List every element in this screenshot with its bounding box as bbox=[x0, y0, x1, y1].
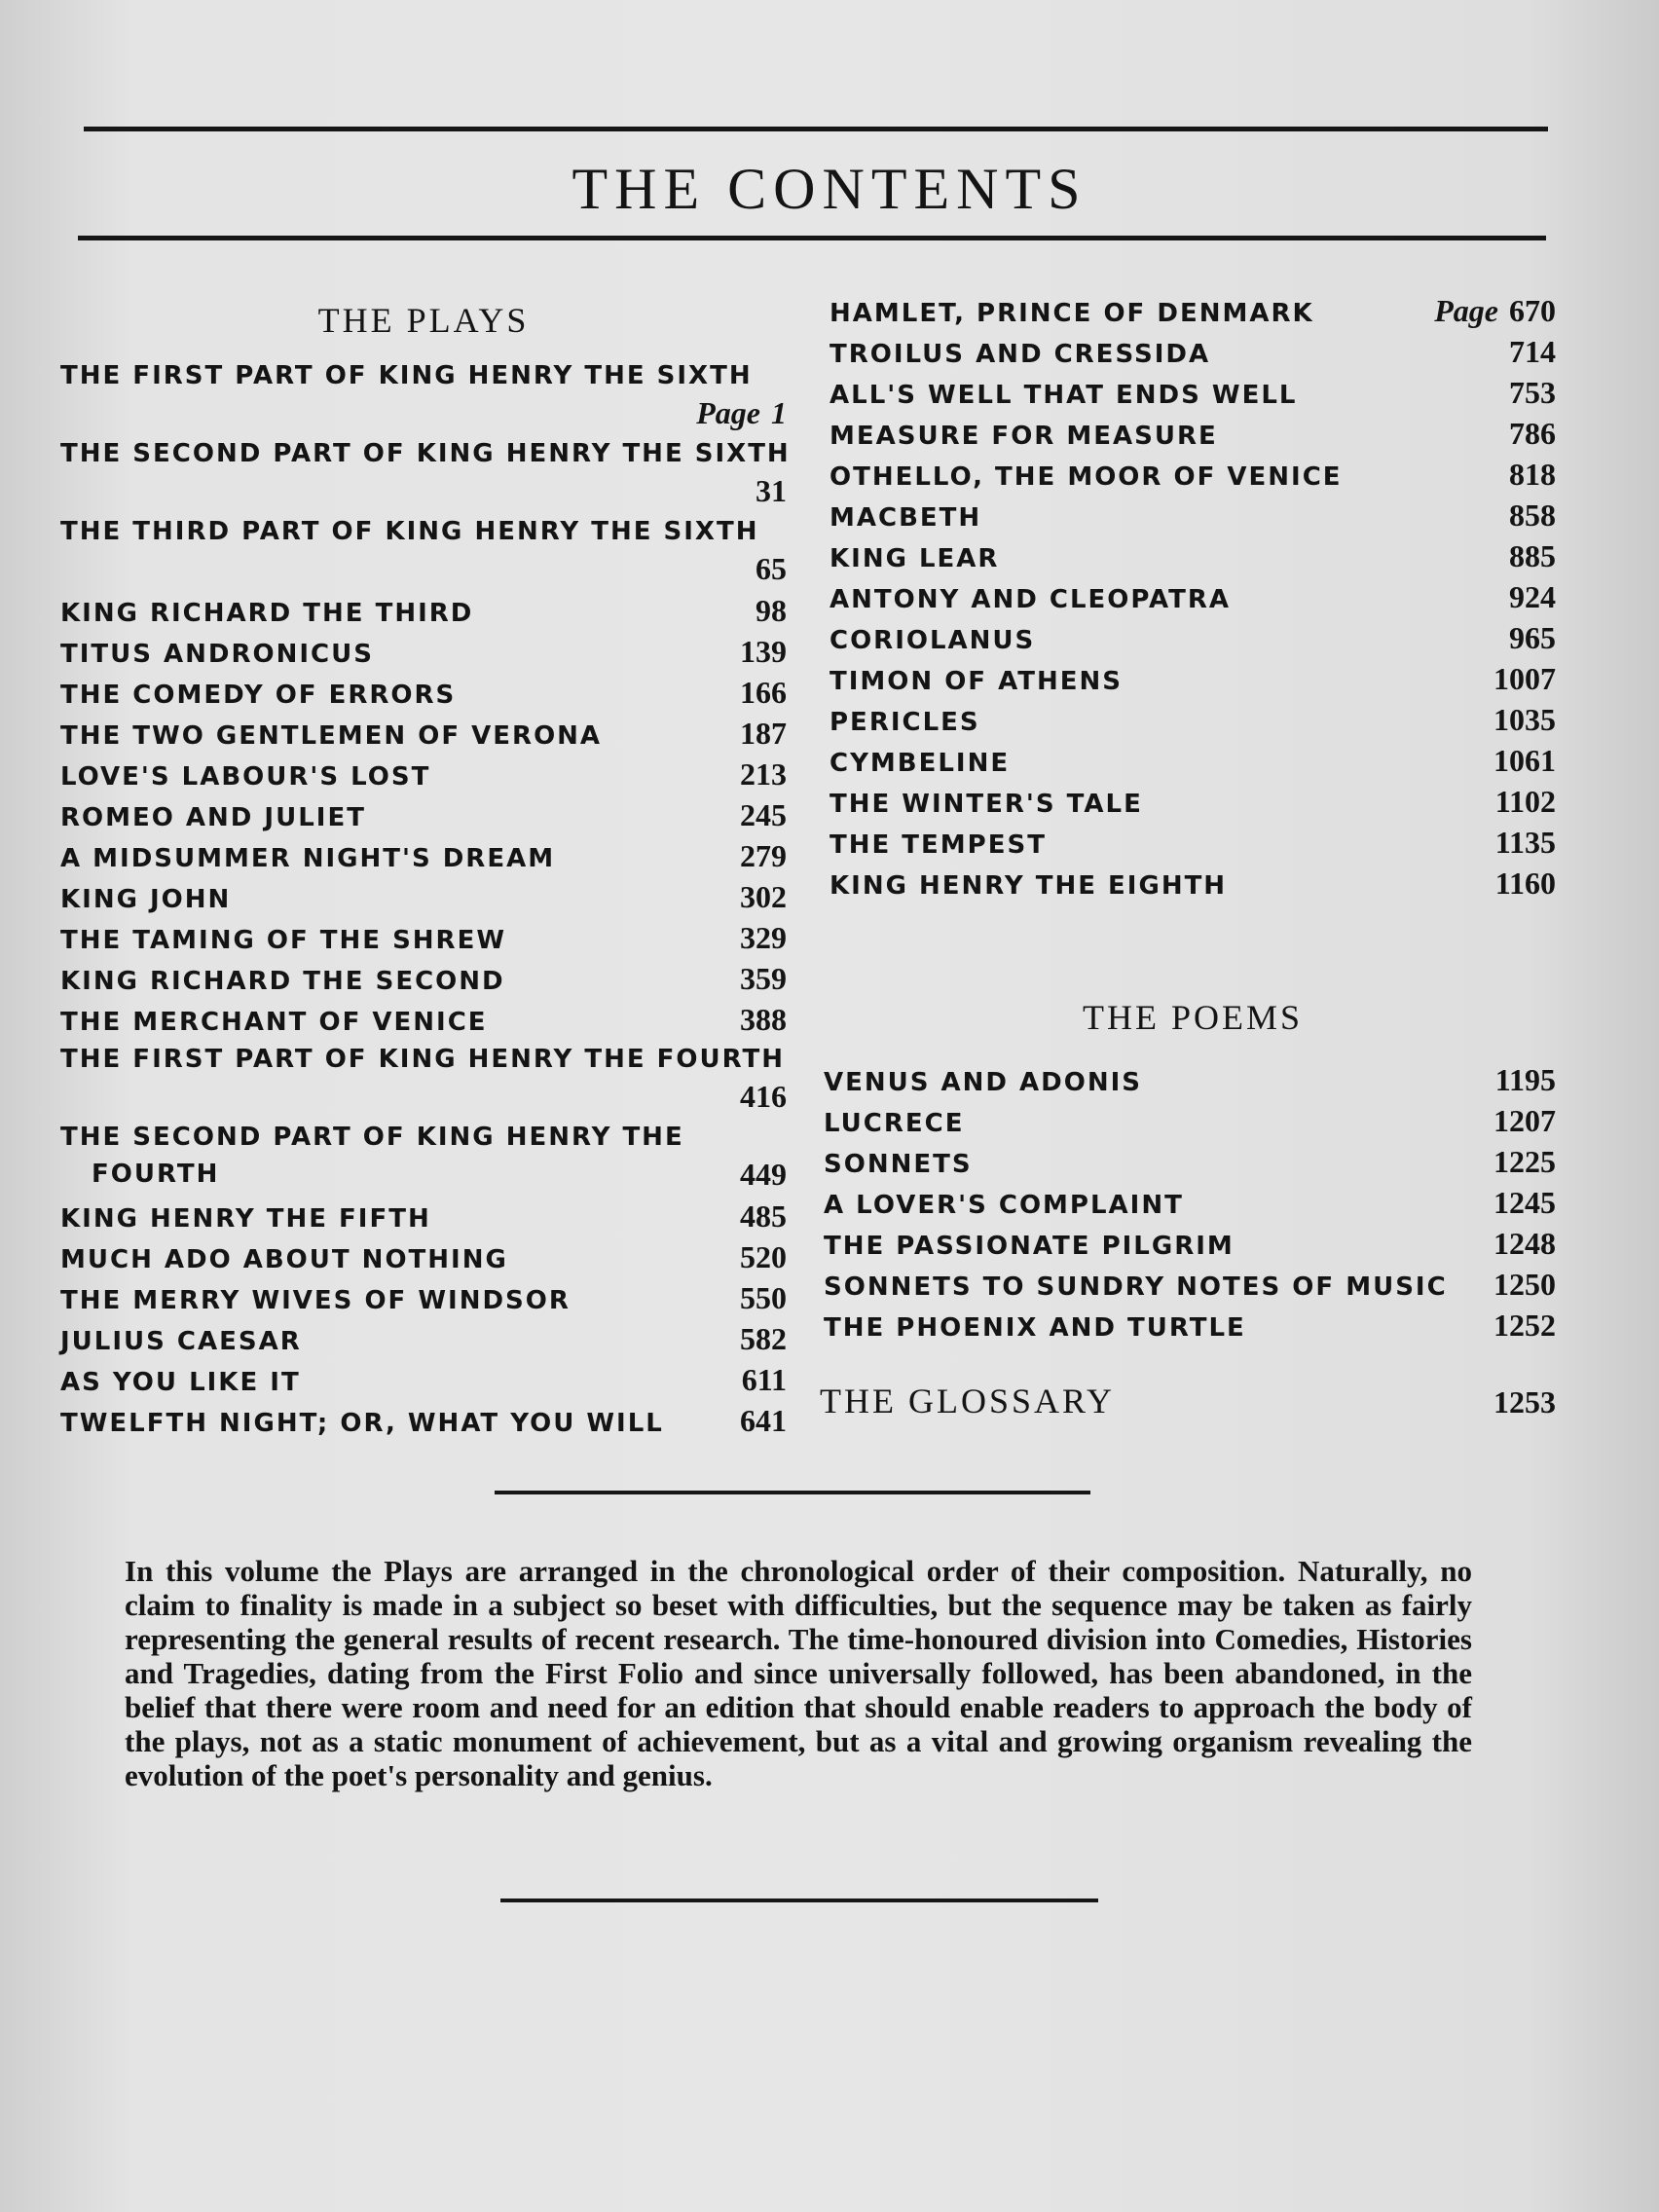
list-item[interactable] bbox=[60, 1318, 787, 1359]
entry-page-line bbox=[60, 473, 787, 508]
entry-page-line bbox=[60, 1079, 787, 1114]
page-label: Page bbox=[1434, 293, 1498, 328]
list-item[interactable] bbox=[824, 1305, 1556, 1346]
entry-title: KING JOHN bbox=[60, 885, 232, 914]
entry-page: 1245 bbox=[1493, 1185, 1556, 1220]
plays-group-a bbox=[60, 590, 787, 1040]
list-item[interactable] bbox=[60, 876, 787, 917]
entry-page: 714 bbox=[1509, 334, 1556, 369]
list-item[interactable] bbox=[60, 512, 787, 586]
entry-title: SONNETS TO SUNDRY NOTES OF MUSIC bbox=[824, 1272, 1448, 1302]
entry-title: MACBETH bbox=[830, 503, 982, 533]
list-item[interactable] bbox=[830, 576, 1556, 617]
entry-page: 1007 bbox=[1493, 661, 1556, 696]
entry-page: 65 bbox=[756, 551, 787, 586]
list-item[interactable] bbox=[824, 1100, 1556, 1141]
list-item[interactable] bbox=[830, 863, 1556, 903]
plays-list-left bbox=[60, 356, 791, 1441]
entry-title: THE SECOND PART OF KING HENRY THE bbox=[60, 1123, 684, 1152]
list-item[interactable] bbox=[824, 1141, 1556, 1182]
entry-title: A LOVER'S COMPLAINT bbox=[824, 1191, 1184, 1220]
list-item[interactable] bbox=[830, 413, 1556, 454]
entry-title: VENUS AND ADONIS bbox=[824, 1068, 1143, 1097]
entry-page: 1250 bbox=[1493, 1267, 1556, 1302]
entry-page: 1252 bbox=[1493, 1308, 1556, 1343]
entry-page: 245 bbox=[740, 797, 787, 832]
entry-title: LOVE'S LABOUR'S LOST bbox=[60, 762, 431, 792]
entry-page: 670 bbox=[1509, 293, 1556, 328]
list-item[interactable] bbox=[60, 356, 787, 430]
entry-title: THE FIRST PART OF KING HENRY THE SIXTH bbox=[60, 361, 753, 390]
entry-title: LUCRECE bbox=[824, 1109, 965, 1138]
entry-title: PERICLES bbox=[830, 708, 980, 737]
bottom-rule bbox=[500, 1899, 1098, 1902]
list-item[interactable] bbox=[60, 917, 787, 958]
list-item[interactable] bbox=[60, 713, 787, 754]
list-item[interactable] bbox=[830, 290, 1556, 331]
entry-page: 611 bbox=[741, 1362, 787, 1397]
title-rule bbox=[78, 236, 1546, 240]
entry-page-line bbox=[60, 1157, 787, 1192]
entry-page: 1102 bbox=[1494, 784, 1556, 819]
page-title: THE CONTENTS bbox=[571, 157, 1088, 221]
list-item[interactable] bbox=[60, 958, 787, 999]
list-item[interactable] bbox=[60, 1236, 787, 1277]
plays-group-b bbox=[60, 1196, 787, 1441]
entry-page: 1135 bbox=[1494, 825, 1556, 860]
entry-page: 279 bbox=[740, 838, 787, 873]
list-item[interactable] bbox=[60, 754, 787, 794]
entry-page: 1 bbox=[771, 395, 787, 430]
entry-title: KING HENRY THE EIGHTH bbox=[830, 871, 1228, 901]
entry-page: 1207 bbox=[1493, 1103, 1556, 1138]
list-item[interactable] bbox=[830, 331, 1556, 372]
entry-title: OTHELLO, THE MOOR OF VENICE bbox=[830, 462, 1343, 492]
entry-page: 1195 bbox=[1494, 1062, 1556, 1097]
entry-title: A MIDSUMMER NIGHT'S DREAM bbox=[60, 844, 556, 873]
entry-page: 858 bbox=[1509, 498, 1556, 533]
glossary-label: THE GLOSSARY bbox=[820, 1382, 1116, 1420]
entry-title: THE MERRY WIVES OF WINDSOR bbox=[60, 1286, 571, 1315]
editorial-note: In this volume the Plays are arranged in the chronological order of their composition. Naturally, no claim to finality is made in a subject so beset with difficulties, but the sequence may be taken as fairly representing the general results of recent research. The time-honoured division into Comedies, Histories and Tragedies, dating from the First Folio and since universally followed, has been abandoned, in the belief that there were room and need for an edition that should enable readers to approach the body of the plays, not as a static monument of achievement, but as a vital and growing organism revealing the evolution of the poet's personality and genius. bbox=[125, 1554, 1472, 1792]
entry-title: KING LEAR bbox=[830, 544, 1000, 573]
plays-heading: THE PLAYS bbox=[317, 301, 530, 340]
entry-page: 213 bbox=[740, 756, 787, 792]
middle-rule bbox=[495, 1491, 1090, 1494]
entry-title: CORIOLANUS bbox=[830, 626, 1036, 655]
entry-page: 582 bbox=[740, 1321, 787, 1356]
entry-title: THE PASSIONATE PILGRIM bbox=[824, 1232, 1235, 1261]
entry-title: TWELFTH NIGHT; OR, WHAT YOU WILL bbox=[60, 1409, 664, 1438]
entry-title: MEASURE FOR MEASURE bbox=[830, 422, 1218, 451]
list-item[interactable] bbox=[830, 658, 1556, 699]
list-item[interactable] bbox=[60, 1196, 787, 1236]
entry-page: 98 bbox=[756, 593, 787, 628]
list-item[interactable] bbox=[60, 1359, 787, 1400]
poems-heading: THE POEMS bbox=[1082, 998, 1304, 1037]
list-item[interactable] bbox=[830, 781, 1556, 822]
entry-page: 187 bbox=[740, 716, 787, 751]
entry-title: TITUS ANDRONICUS bbox=[60, 640, 374, 669]
list-item[interactable] bbox=[60, 1400, 787, 1441]
entry-page: 1248 bbox=[1493, 1226, 1556, 1261]
list-item[interactable] bbox=[60, 999, 787, 1040]
entry-title: THE WINTER'S TALE bbox=[830, 790, 1143, 819]
list-item[interactable] bbox=[824, 1059, 1556, 1100]
list-item[interactable] bbox=[60, 835, 787, 876]
entry-page: 302 bbox=[740, 879, 787, 914]
entry-title: CYMBELINE bbox=[830, 749, 1011, 778]
poems-list bbox=[824, 1059, 1556, 1346]
list-item[interactable] bbox=[830, 699, 1556, 740]
entry-title: THE THIRD PART OF KING HENRY THE SIXTH bbox=[60, 517, 759, 546]
entry-page: 139 bbox=[740, 634, 787, 669]
entry-title: SONNETS bbox=[824, 1150, 973, 1179]
entry-title: ALL'S WELL THAT ENDS WELL bbox=[830, 381, 1298, 410]
entry-title: THE MERCHANT OF VENICE bbox=[60, 1008, 488, 1037]
entry-page: 166 bbox=[740, 675, 787, 710]
entry-title: THE TAMING OF THE SHREW bbox=[60, 926, 507, 955]
entry-title: THE SECOND PART OF KING HENRY THE SIXTH bbox=[60, 439, 791, 468]
entry-page-line bbox=[60, 395, 787, 430]
entry-page: 416 bbox=[740, 1079, 787, 1114]
list-item[interactable] bbox=[824, 1182, 1556, 1223]
glossary-entry[interactable] bbox=[820, 1381, 1556, 1421]
list-item[interactable] bbox=[60, 434, 791, 508]
page-label: Page bbox=[696, 395, 760, 430]
list-item[interactable] bbox=[830, 495, 1556, 535]
top-rule bbox=[84, 127, 1548, 131]
entry-page: 388 bbox=[740, 1002, 787, 1037]
list-item[interactable] bbox=[60, 1118, 787, 1192]
entry-page: 885 bbox=[1509, 538, 1556, 573]
entry-title: JULIUS CAESAR bbox=[60, 1327, 302, 1356]
plays-list-right bbox=[830, 290, 1556, 903]
entry-page: 1061 bbox=[1493, 743, 1556, 778]
list-item[interactable] bbox=[830, 372, 1556, 413]
list-item[interactable] bbox=[60, 631, 787, 672]
entry-page: 1225 bbox=[1493, 1144, 1556, 1179]
list-item[interactable] bbox=[830, 740, 1556, 781]
entry-title: ROMEO AND JULIET bbox=[60, 803, 366, 832]
list-item[interactable] bbox=[830, 454, 1556, 495]
entry-page: 1160 bbox=[1494, 866, 1556, 901]
entry-title: KING RICHARD THE THIRD bbox=[60, 599, 474, 628]
entry-title: TIMON OF ATHENS bbox=[830, 667, 1123, 696]
entry-title: THE COMEDY OF ERRORS bbox=[60, 681, 457, 710]
entry-page: 753 bbox=[1509, 375, 1556, 410]
entry-title: THE TEMPEST bbox=[830, 830, 1047, 860]
entry-page: 818 bbox=[1509, 457, 1556, 492]
entry-page: 965 bbox=[1509, 620, 1556, 655]
entry-page: 449 bbox=[740, 1157, 787, 1192]
list-item[interactable] bbox=[830, 617, 1556, 658]
list-item[interactable] bbox=[60, 672, 787, 713]
entry-page: 31 bbox=[756, 473, 787, 508]
entry-title-cont: FOURTH bbox=[92, 1160, 220, 1189]
list-item[interactable] bbox=[824, 1223, 1556, 1264]
entry-title: TROILUS AND CRESSIDA bbox=[830, 340, 1211, 369]
entry-title: THE FIRST PART OF KING HENRY THE FOURTH bbox=[60, 1045, 785, 1074]
entry-page: 359 bbox=[740, 961, 787, 996]
entry-page: 924 bbox=[1509, 579, 1556, 614]
entry-title: KING HENRY THE FIFTH bbox=[60, 1204, 431, 1234]
entry-page: 1035 bbox=[1493, 702, 1556, 737]
glossary-page: 1253 bbox=[1493, 1384, 1556, 1419]
entry-page: 329 bbox=[740, 920, 787, 955]
entry-page-line bbox=[60, 551, 787, 586]
entry-page: 520 bbox=[740, 1239, 787, 1274]
list-item[interactable] bbox=[60, 1277, 787, 1318]
list-item[interactable] bbox=[60, 794, 787, 835]
entry-title: HAMLET, PRINCE OF DENMARK bbox=[830, 299, 1314, 328]
entry-title: THE PHOENIX AND TURTLE bbox=[824, 1313, 1246, 1343]
list-item[interactable] bbox=[824, 1264, 1556, 1305]
entry-page: 550 bbox=[740, 1280, 787, 1315]
entry-page: 641 bbox=[740, 1403, 787, 1438]
entry-title: KING RICHARD THE SECOND bbox=[60, 967, 505, 996]
list-item[interactable] bbox=[830, 535, 1556, 576]
entry-title: THE TWO GENTLEMEN OF VERONA bbox=[60, 721, 603, 751]
entry-page: 485 bbox=[740, 1198, 787, 1234]
list-item[interactable] bbox=[830, 822, 1556, 863]
list-item[interactable] bbox=[60, 1040, 787, 1114]
entry-title: ANTONY AND CLEOPATRA bbox=[830, 585, 1232, 614]
list-item[interactable] bbox=[60, 590, 787, 631]
entry-title: MUCH ADO ABOUT NOTHING bbox=[60, 1245, 508, 1274]
entry-page: 786 bbox=[1509, 416, 1556, 451]
entry-title: AS YOU LIKE IT bbox=[60, 1368, 301, 1397]
